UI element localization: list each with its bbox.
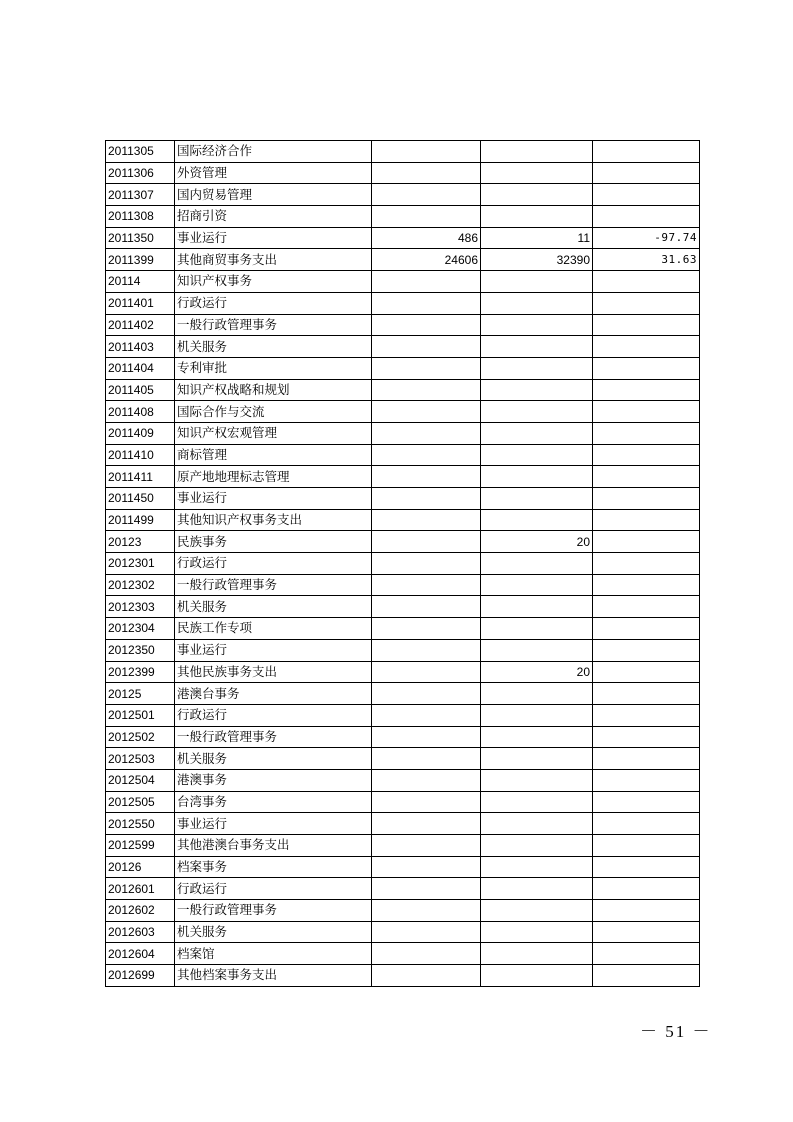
- value-cell-1: [372, 206, 481, 228]
- table-row: [106, 466, 700, 488]
- value-cell-3: [593, 878, 700, 900]
- account-code-cell: 2011401: [106, 292, 175, 314]
- account-name-cell: 机关服务: [175, 336, 372, 358]
- table-row: [106, 639, 700, 661]
- value-cell-1: 486: [372, 227, 481, 249]
- value-cell-3: [593, 813, 700, 835]
- value-cell-2: 32390: [481, 249, 593, 271]
- value-cell-3: [593, 943, 700, 965]
- value-cell-3: [593, 965, 700, 987]
- value-cell-3: [593, 271, 700, 293]
- value-cell-1: [372, 271, 481, 293]
- value-cell-2: [481, 748, 593, 770]
- value-cell-3: [593, 162, 700, 184]
- table-row: [106, 206, 700, 228]
- table-row: [106, 835, 700, 857]
- value-cell-3: [593, 379, 700, 401]
- value-cell-3: [593, 618, 700, 640]
- value-cell-1: [372, 726, 481, 748]
- account-code-cell: 2011404: [106, 357, 175, 379]
- value-cell-1: [372, 596, 481, 618]
- account-name-cell: 其他知识产权事务支出: [175, 509, 372, 531]
- account-name-cell: 民族工作专项: [175, 618, 372, 640]
- table-row: [106, 943, 700, 965]
- value-cell-2: [481, 596, 593, 618]
- account-name-cell: 一般行政管理事务: [175, 900, 372, 922]
- value-cell-1: [372, 900, 481, 922]
- table-row: [106, 141, 700, 163]
- table-row: [106, 422, 700, 444]
- value-cell-3: [593, 141, 700, 163]
- table-row: [106, 574, 700, 596]
- account-name-cell: 行政运行: [175, 704, 372, 726]
- table-row: [106, 813, 700, 835]
- value-cell-3: [593, 357, 700, 379]
- account-name-cell: 国际经济合作: [175, 141, 372, 163]
- account-name-cell: 商标管理: [175, 444, 372, 466]
- value-cell-3: [593, 639, 700, 661]
- value-cell-1: [372, 639, 481, 661]
- account-code-cell: 2011411: [106, 466, 175, 488]
- account-code-cell: 2011350: [106, 227, 175, 249]
- value-cell-1: [372, 856, 481, 878]
- value-cell-1: [372, 162, 481, 184]
- value-cell-3: [593, 900, 700, 922]
- value-cell-1: [372, 466, 481, 488]
- account-code-cell: 2012603: [106, 921, 175, 943]
- account-name-cell: 事业运行: [175, 639, 372, 661]
- account-name-cell: 港澳台事务: [175, 683, 372, 705]
- value-cell-2: [481, 813, 593, 835]
- table-row: [106, 379, 700, 401]
- value-cell-2: [481, 574, 593, 596]
- account-code-cell: 2012503: [106, 748, 175, 770]
- value-cell-2: [481, 162, 593, 184]
- account-code-cell: 2011402: [106, 314, 175, 336]
- value-cell-2: [481, 314, 593, 336]
- value-cell-3: [593, 835, 700, 857]
- table-row: [106, 726, 700, 748]
- value-cell-3: [593, 292, 700, 314]
- account-name-cell: 港澳事务: [175, 769, 372, 791]
- account-name-cell: 档案事务: [175, 856, 372, 878]
- value-cell-3: [593, 661, 700, 683]
- table-row: [106, 162, 700, 184]
- value-cell-1: [372, 379, 481, 401]
- value-cell-2: [481, 379, 593, 401]
- value-cell-2: [481, 422, 593, 444]
- account-name-cell: 其他档案事务支出: [175, 965, 372, 987]
- account-code-cell: 2012302: [106, 574, 175, 596]
- account-name-cell: 知识产权事务: [175, 271, 372, 293]
- value-cell-3: [593, 444, 700, 466]
- value-cell-3: [593, 466, 700, 488]
- table-row: [106, 596, 700, 618]
- value-cell-2: [481, 444, 593, 466]
- account-name-cell: 知识产权战略和规划: [175, 379, 372, 401]
- value-cell-2: 11: [481, 227, 593, 249]
- value-cell-1: [372, 835, 481, 857]
- account-code-cell: 2012504: [106, 769, 175, 791]
- value-cell-3: [593, 553, 700, 575]
- value-cell-3: [593, 336, 700, 358]
- value-cell-2: [481, 835, 593, 857]
- value-cell-1: [372, 444, 481, 466]
- value-cell-3: [593, 683, 700, 705]
- account-code-cell: 2012699: [106, 965, 175, 987]
- account-name-cell: 外资管理: [175, 162, 372, 184]
- value-cell-2: [481, 292, 593, 314]
- value-cell-1: [372, 292, 481, 314]
- account-name-cell: 原产地地理标志管理: [175, 466, 372, 488]
- table-row: [106, 900, 700, 922]
- value-cell-1: [372, 661, 481, 683]
- value-cell-2: [481, 618, 593, 640]
- table-row: [106, 531, 700, 553]
- page-number: － 51 －: [640, 1022, 712, 1041]
- value-cell-3: [593, 206, 700, 228]
- account-name-cell: 招商引资: [175, 206, 372, 228]
- value-cell-2: [481, 683, 593, 705]
- value-cell-3: [593, 401, 700, 423]
- value-cell-2: [481, 791, 593, 813]
- value-cell-2: [481, 943, 593, 965]
- account-name-cell: 一般行政管理事务: [175, 574, 372, 596]
- value-cell-3: [593, 921, 700, 943]
- value-cell-3: [593, 314, 700, 336]
- account-name-cell: 国际合作与交流: [175, 401, 372, 423]
- value-cell-2: [481, 401, 593, 423]
- table-row: [106, 748, 700, 770]
- value-cell-3: [593, 422, 700, 444]
- value-cell-2: [481, 206, 593, 228]
- table-row: [106, 791, 700, 813]
- account-code-cell: 2011410: [106, 444, 175, 466]
- account-code-cell: 2012601: [106, 878, 175, 900]
- value-cell-2: [481, 141, 593, 163]
- value-cell-2: [481, 726, 593, 748]
- account-code-cell: 20125: [106, 683, 175, 705]
- account-code-cell: 20126: [106, 856, 175, 878]
- value-cell-3: [593, 509, 700, 531]
- table-row: [106, 336, 700, 358]
- table-row: [106, 271, 700, 293]
- account-code-cell: 2012304: [106, 618, 175, 640]
- account-name-cell: 行政运行: [175, 292, 372, 314]
- table-body: [106, 141, 700, 987]
- account-code-cell: 2012350: [106, 639, 175, 661]
- account-code-cell: 2012550: [106, 813, 175, 835]
- account-code-cell: 2011405: [106, 379, 175, 401]
- value-cell-1: 24606: [372, 249, 481, 271]
- value-cell-1: [372, 553, 481, 575]
- value-cell-3: [593, 574, 700, 596]
- value-cell-1: [372, 878, 481, 900]
- value-cell-2: [481, 336, 593, 358]
- account-name-cell: 其他商贸事务支出: [175, 249, 372, 271]
- account-code-cell: 2012604: [106, 943, 175, 965]
- account-code-cell: 2011450: [106, 488, 175, 510]
- value-cell-2: [481, 769, 593, 791]
- table-row: [106, 444, 700, 466]
- account-name-cell: 行政运行: [175, 878, 372, 900]
- value-cell-1: [372, 704, 481, 726]
- table-row: [106, 856, 700, 878]
- value-cell-1: [372, 943, 481, 965]
- value-cell-2: [481, 639, 593, 661]
- value-cell-2: [481, 466, 593, 488]
- value-cell-1: [372, 748, 481, 770]
- value-cell-1: [372, 314, 481, 336]
- value-cell-1: [372, 531, 481, 553]
- account-name-cell: 知识产权宏观管理: [175, 422, 372, 444]
- value-cell-1: [372, 357, 481, 379]
- table-row: [106, 249, 700, 271]
- table-row: [106, 509, 700, 531]
- value-cell-1: [372, 791, 481, 813]
- value-cell-1: [372, 769, 481, 791]
- value-cell-3: [593, 748, 700, 770]
- table-row: [106, 488, 700, 510]
- value-cell-2: [481, 900, 593, 922]
- account-code-cell: 2012399: [106, 661, 175, 683]
- account-name-cell: 台湾事务: [175, 791, 372, 813]
- account-name-cell: 国内贸易管理: [175, 184, 372, 206]
- value-cell-2: [481, 271, 593, 293]
- value-cell-2: [481, 878, 593, 900]
- account-code-cell: 2011403: [106, 336, 175, 358]
- account-code-cell: 20123: [106, 531, 175, 553]
- account-name-cell: 一般行政管理事务: [175, 726, 372, 748]
- account-code-cell: 2011408: [106, 401, 175, 423]
- account-code-cell: 2011305: [106, 141, 175, 163]
- value-cell-2: [481, 357, 593, 379]
- table-row: [106, 292, 700, 314]
- value-cell-1: [372, 683, 481, 705]
- value-cell-1: [372, 141, 481, 163]
- account-name-cell: 民族事务: [175, 531, 372, 553]
- value-cell-2: 20: [481, 531, 593, 553]
- value-cell-3: 31.63: [593, 249, 700, 271]
- account-code-cell: 2011306: [106, 162, 175, 184]
- account-code-cell: 20114: [106, 271, 175, 293]
- account-name-cell: 机关服务: [175, 748, 372, 770]
- table-row: [106, 878, 700, 900]
- account-code-cell: 2011307: [106, 184, 175, 206]
- table-row: [106, 401, 700, 423]
- table-row: [106, 357, 700, 379]
- value-cell-3: [593, 769, 700, 791]
- value-cell-1: [372, 509, 481, 531]
- value-cell-1: [372, 921, 481, 943]
- value-cell-2: 20: [481, 661, 593, 683]
- value-cell-3: [593, 184, 700, 206]
- value-cell-2: [481, 856, 593, 878]
- value-cell-3: [593, 726, 700, 748]
- value-cell-3: [593, 531, 700, 553]
- table-row: [106, 184, 700, 206]
- value-cell-1: [372, 574, 481, 596]
- table-row: [106, 704, 700, 726]
- account-code-cell: 2012301: [106, 553, 175, 575]
- account-code-cell: 2011499: [106, 509, 175, 531]
- value-cell-2: [481, 965, 593, 987]
- value-cell-2: [481, 553, 593, 575]
- account-code-cell: 2012303: [106, 596, 175, 618]
- value-cell-1: [372, 965, 481, 987]
- value-cell-1: [372, 488, 481, 510]
- account-code-cell: 2011409: [106, 422, 175, 444]
- account-code-cell: 2012505: [106, 791, 175, 813]
- account-name-cell: 机关服务: [175, 921, 372, 943]
- account-name-cell: 专利审批: [175, 357, 372, 379]
- value-cell-2: [481, 509, 593, 531]
- value-cell-3: [593, 596, 700, 618]
- value-cell-1: [372, 184, 481, 206]
- account-code-cell: 2011308: [106, 206, 175, 228]
- value-cell-1: [372, 813, 481, 835]
- value-cell-1: [372, 618, 481, 640]
- account-code-cell: 2012602: [106, 900, 175, 922]
- value-cell-1: [372, 422, 481, 444]
- account-name-cell: 事业运行: [175, 813, 372, 835]
- account-name-cell: 事业运行: [175, 488, 372, 510]
- value-cell-3: [593, 704, 700, 726]
- value-cell-3: [593, 791, 700, 813]
- account-name-cell: 一般行政管理事务: [175, 314, 372, 336]
- value-cell-1: [372, 336, 481, 358]
- value-cell-3: [593, 856, 700, 878]
- table-row: [106, 314, 700, 336]
- account-name-cell: 其他民族事务支出: [175, 661, 372, 683]
- value-cell-3: [593, 488, 700, 510]
- table-row: [106, 553, 700, 575]
- table-row: [106, 618, 700, 640]
- account-code-cell: 2012501: [106, 704, 175, 726]
- account-name-cell: 其他港澳台事务支出: [175, 835, 372, 857]
- table-row: [106, 683, 700, 705]
- account-name-cell: 档案馆: [175, 943, 372, 965]
- table-row: [106, 769, 700, 791]
- value-cell-1: [372, 401, 481, 423]
- value-cell-3: -97.74: [593, 227, 700, 249]
- table-row: [106, 661, 700, 683]
- value-cell-2: [481, 704, 593, 726]
- value-cell-2: [481, 921, 593, 943]
- table-row: [106, 227, 700, 249]
- budget-table: [105, 140, 700, 987]
- value-cell-2: [481, 184, 593, 206]
- account-code-cell: 2012502: [106, 726, 175, 748]
- account-code-cell: 2011399: [106, 249, 175, 271]
- account-code-cell: 2012599: [106, 835, 175, 857]
- account-name-cell: 机关服务: [175, 596, 372, 618]
- table-row: [106, 965, 700, 987]
- account-name-cell: 事业运行: [175, 227, 372, 249]
- table-row: [106, 921, 700, 943]
- value-cell-2: [481, 488, 593, 510]
- account-name-cell: 行政运行: [175, 553, 372, 575]
